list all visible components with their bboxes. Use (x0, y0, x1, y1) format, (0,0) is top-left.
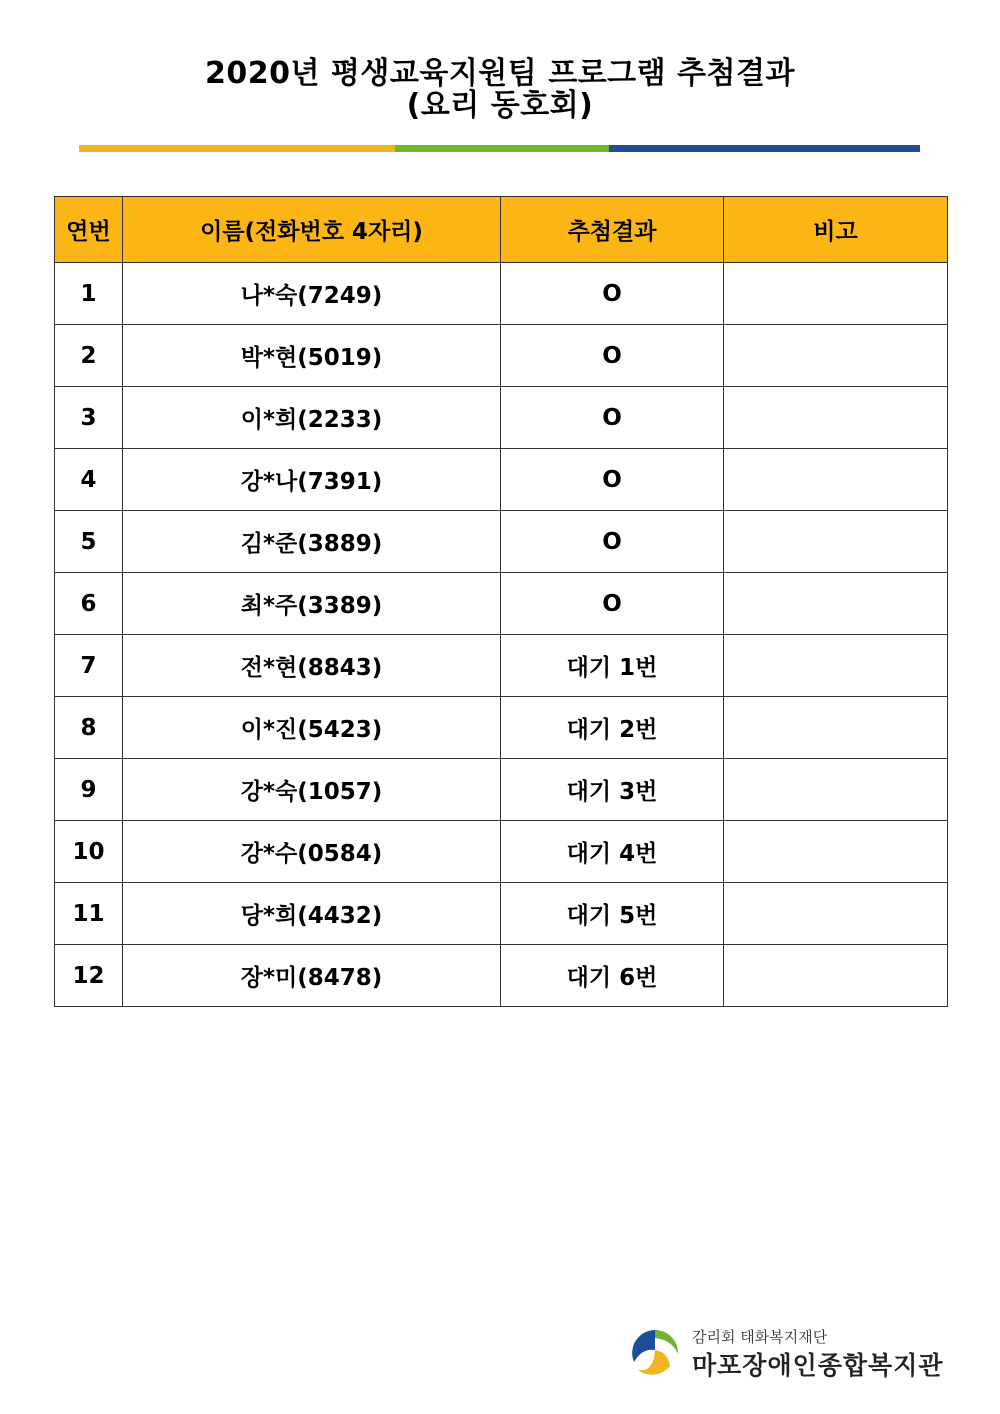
table-row (55, 945, 948, 1007)
cell-name: 박*현(5019) (123, 325, 501, 387)
cell-no: 6 (55, 573, 123, 635)
cell-result: O (501, 511, 724, 573)
cell-result: 대기 6번 (501, 945, 724, 1007)
divider-segment-green (395, 145, 609, 152)
cell-result: 대기 5번 (501, 883, 724, 945)
divider-segment-yellow (79, 145, 395, 152)
table-row (55, 449, 948, 511)
cell-result: 대기 4번 (501, 821, 724, 883)
table-row (55, 387, 948, 449)
table-row (55, 697, 948, 759)
header-row (55, 197, 948, 263)
header-no: 연번 (55, 197, 123, 263)
cell-name: 전*현(8843) (123, 635, 501, 697)
cell-no: 10 (55, 821, 123, 883)
cell-name: 강*나(7391) (123, 449, 501, 511)
swirl-logo-icon (628, 1326, 682, 1380)
table-row (55, 821, 948, 883)
header-name: 이름(전화번호 4자리) (123, 197, 501, 263)
cell-result: O (501, 387, 724, 449)
title-line-2: (요리 동호회) (406, 88, 594, 123)
results-table (54, 196, 948, 1007)
table-row (55, 263, 948, 325)
cell-note (724, 449, 948, 511)
cell-note (724, 821, 948, 883)
divider-segment-blue (609, 145, 920, 152)
cell-result: O (501, 263, 724, 325)
cell-no: 8 (55, 697, 123, 759)
cell-no: 2 (55, 325, 123, 387)
table-row (55, 759, 948, 821)
cell-note (724, 759, 948, 821)
cell-note (724, 325, 948, 387)
cell-no: 12 (55, 945, 123, 1007)
cell-result: O (501, 449, 724, 511)
cell-note (724, 573, 948, 635)
title-line-1: 2020년 평생교육지원팀 프로그램 추첨결과 (204, 56, 795, 91)
header-result: 추첨결과 (501, 197, 724, 263)
table-row (55, 325, 948, 387)
header-note: 비고 (724, 197, 948, 263)
cell-no: 1 (55, 263, 123, 325)
cell-result: 대기 3번 (501, 759, 724, 821)
cell-name: 당*희(4432) (123, 883, 501, 945)
table-body (55, 263, 948, 1007)
cell-name: 장*미(8478) (123, 945, 501, 1007)
cell-note (724, 263, 948, 325)
cell-result: O (501, 325, 724, 387)
cell-no: 3 (55, 387, 123, 449)
cell-name: 이*희(2233) (123, 387, 501, 449)
cell-no: 9 (55, 759, 123, 821)
document-title (0, 58, 1000, 122)
table-row (55, 511, 948, 573)
cell-name: 최*주(3389) (123, 573, 501, 635)
cell-note (724, 697, 948, 759)
cell-note (724, 945, 948, 1007)
cell-no: 5 (55, 511, 123, 573)
org-parent-name: 감리회 태화복지재단 (692, 1328, 828, 1346)
cell-name: 김*준(3889) (123, 511, 501, 573)
cell-note (724, 387, 948, 449)
cell-result: 대기 2번 (501, 697, 724, 759)
footer-logo (628, 1322, 958, 1382)
org-name: 마포장애인종합복지관 (692, 1351, 944, 1380)
cell-name: 이*진(5423) (123, 697, 501, 759)
table-row (55, 573, 948, 635)
cell-no: 4 (55, 449, 123, 511)
table-row (55, 635, 948, 697)
cell-name: 나*숙(7249) (123, 263, 501, 325)
cell-no: 7 (55, 635, 123, 697)
cell-result: 대기 1번 (501, 635, 724, 697)
table-row (55, 883, 948, 945)
cell-name: 강*수(0584) (123, 821, 501, 883)
cell-note (724, 635, 948, 697)
cell-note (724, 883, 948, 945)
cell-name: 강*숙(1057) (123, 759, 501, 821)
cell-result: O (501, 573, 724, 635)
cell-no: 11 (55, 883, 123, 945)
cell-note (724, 511, 948, 573)
title-divider (79, 145, 920, 152)
